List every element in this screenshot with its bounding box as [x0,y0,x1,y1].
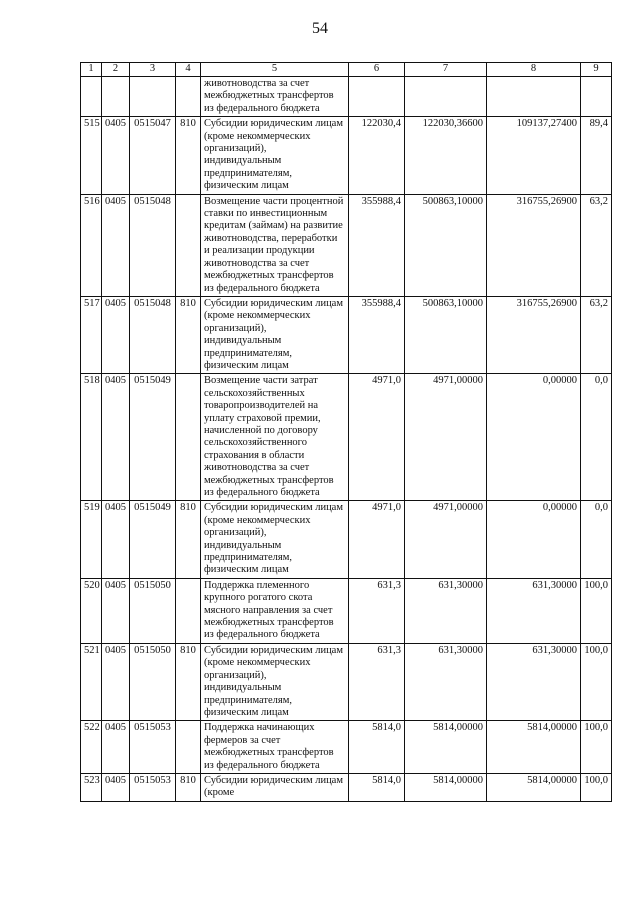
item-name-cell: Субсидии юридическим лицам (кроме некоммерческих организаций), индивидуальным предпринимателям, физическим лицам [201,501,349,578]
value-cell: 4971,00000 [405,374,487,501]
value-cell: 631,3 [349,643,405,720]
budget-table [80,62,612,802]
expense-type-cell [176,194,201,296]
column-header: 6 [349,63,405,77]
percent-cell: 0,0 [581,501,612,578]
value-cell: 631,3 [349,578,405,643]
section-code-cell: 0405 [102,501,130,578]
value-cell: 5814,0 [349,773,405,801]
column-header: 8 [487,63,581,77]
section-code-cell: 0405 [102,721,130,774]
column-header: 1 [81,63,102,77]
item-name-cell: Субсидии юридическим лицам (кроме [201,773,349,801]
table-row [81,578,612,643]
row-number-cell: 522 [81,721,102,774]
percent-cell: 63,2 [581,194,612,296]
target-code-cell: 0515049 [130,501,176,578]
value-cell: 0,00000 [487,501,581,578]
column-header: 7 [405,63,487,77]
percent-cell: 100,0 [581,578,612,643]
row-number-cell: 523 [81,773,102,801]
value-cell: 355988,4 [349,296,405,373]
value-cell [487,77,581,117]
target-code-cell: 0515047 [130,117,176,194]
expense-type-cell: 810 [176,117,201,194]
value-cell: 631,30000 [405,578,487,643]
item-name-cell: Субсидии юридическим лицам (кроме некоммерческих организаций), индивидуальным предпринимателям, физическим лицам [201,643,349,720]
table-row [81,194,612,296]
value-cell: 4971,0 [349,374,405,501]
value-cell: 631,30000 [487,643,581,720]
table-row [81,296,612,373]
table-header-row [81,63,612,77]
percent-cell: 100,0 [581,643,612,720]
table-row [81,773,612,801]
expense-type-cell [176,77,201,117]
section-code-cell [102,77,130,117]
item-name-cell: Субсидии юридическим лицам (кроме некоммерческих организаций), индивидуальным предпринимателям, физическим лицам [201,296,349,373]
table-row [81,501,612,578]
expense-type-cell [176,578,201,643]
section-code-cell: 0405 [102,578,130,643]
value-cell: 109137,27400 [487,117,581,194]
value-cell: 355988,4 [349,194,405,296]
expense-type-cell: 810 [176,643,201,720]
item-name-cell: животноводства за счет межбюджетных трансфертов из федерального бюджета [201,77,349,117]
column-header: 5 [201,63,349,77]
item-name-cell: Возмещение части процентной ставки по инвестиционным кредитам (займам) на развитие животноводства, переработки и реализации продукции животноводства за счет межбюджетных трансфертов из федерального бюджета [201,194,349,296]
value-cell: 5814,0 [349,721,405,774]
value-cell [405,77,487,117]
target-code-cell: 0515048 [130,296,176,373]
section-code-cell: 0405 [102,773,130,801]
row-number-cell: 517 [81,296,102,373]
percent-cell [581,77,612,117]
value-cell: 122030,36600 [405,117,487,194]
section-code-cell: 0405 [102,643,130,720]
value-cell: 4971,00000 [405,501,487,578]
expense-type-cell [176,721,201,774]
value-cell: 316755,26900 [487,194,581,296]
section-code-cell: 0405 [102,194,130,296]
column-header: 9 [581,63,612,77]
column-header: 2 [102,63,130,77]
expense-type-cell: 810 [176,773,201,801]
percent-cell: 89,4 [581,117,612,194]
table-row [81,721,612,774]
item-name-cell: Поддержка племенного крупного рогатого скота мясного направления за счет межбюджетных трансфертов из федерального бюджета [201,578,349,643]
section-code-cell: 0405 [102,374,130,501]
row-number-cell: 518 [81,374,102,501]
column-header: 4 [176,63,201,77]
row-number-cell: 516 [81,194,102,296]
expense-type-cell [176,374,201,501]
table-row [81,117,612,194]
value-cell: 5814,00000 [487,773,581,801]
percent-cell: 63,2 [581,296,612,373]
value-cell: 4971,0 [349,501,405,578]
row-number-cell: 521 [81,643,102,720]
row-number-cell: 519 [81,501,102,578]
table-row [81,643,612,720]
row-number-cell [81,77,102,117]
expense-type-cell: 810 [176,296,201,373]
value-cell: 316755,26900 [487,296,581,373]
percent-cell: 100,0 [581,721,612,774]
value-cell: 5814,00000 [405,773,487,801]
item-name-cell: Поддержка начинающих фермеров за счет межбюджетных трансфертов из федерального бюджета [201,721,349,774]
item-name-cell: Субсидии юридическим лицам (кроме некоммерческих организаций), индивидуальным предпринимателям, физическим лицам [201,117,349,194]
value-cell: 631,30000 [405,643,487,720]
value-cell: 5814,00000 [405,721,487,774]
value-cell: 500863,10000 [405,194,487,296]
target-code-cell: 0515050 [130,578,176,643]
row-number-cell: 520 [81,578,102,643]
value-cell: 0,00000 [487,374,581,501]
section-code-cell: 0405 [102,117,130,194]
percent-cell: 100,0 [581,773,612,801]
value-cell: 500863,10000 [405,296,487,373]
value-cell: 631,30000 [487,578,581,643]
row-number-cell: 515 [81,117,102,194]
expense-type-cell: 810 [176,501,201,578]
percent-cell: 0,0 [581,374,612,501]
target-code-cell [130,77,176,117]
target-code-cell: 0515053 [130,773,176,801]
value-cell: 122030,4 [349,117,405,194]
page-number: 54 [312,20,328,37]
item-name-cell: Возмещение части затрат сельскохозяйственных товаропроизводителей на уплату страховой премии, начисленной по договору сельскохозяйственного страхования в области животноводства за счет межбюджетных трансфертов из федерального бюджета [201,374,349,501]
table-row [81,77,612,117]
target-code-cell: 0515048 [130,194,176,296]
table-row [81,374,612,501]
value-cell [349,77,405,117]
target-code-cell: 0515050 [130,643,176,720]
section-code-cell: 0405 [102,296,130,373]
column-header: 3 [130,63,176,77]
target-code-cell: 0515049 [130,374,176,501]
target-code-cell: 0515053 [130,721,176,774]
value-cell: 5814,00000 [487,721,581,774]
